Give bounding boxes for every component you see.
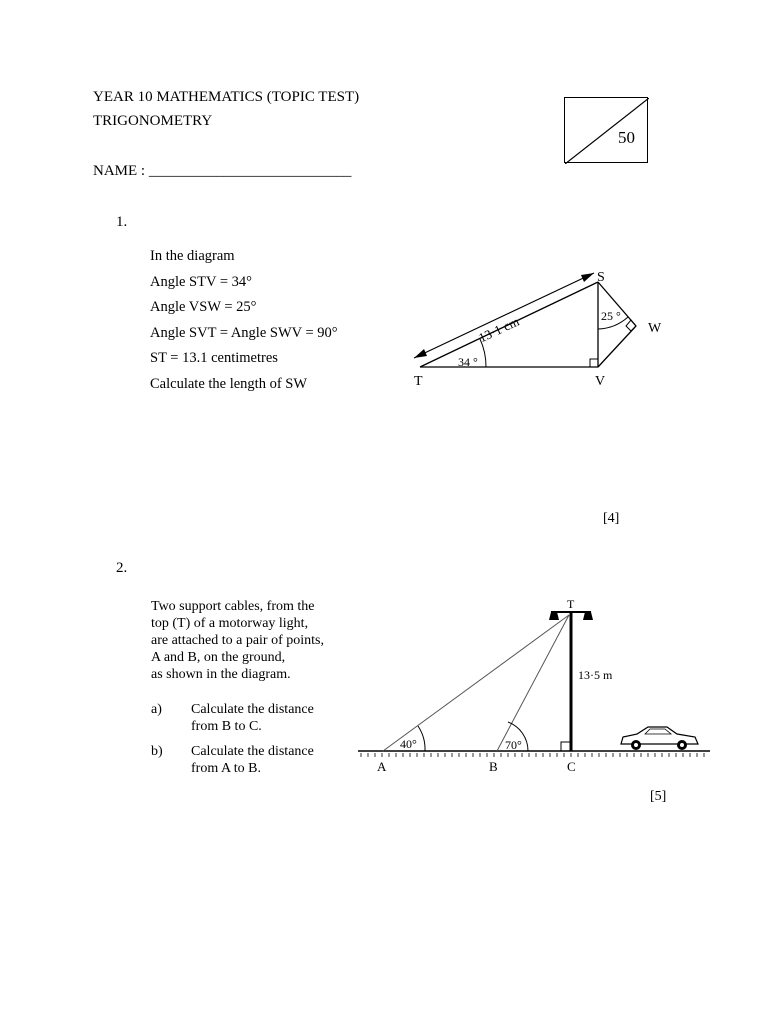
angle-label-a: 40° <box>400 737 417 751</box>
lamp-head-right <box>583 612 593 620</box>
lamp-head-left <box>549 612 559 620</box>
test-title: YEAR 10 MATHEMATICS (TOPIC TEST) <box>93 89 360 105</box>
q2-intro-line: Two support cables, from the <box>151 599 315 614</box>
test-topic: TRIGONOMETRY <box>93 113 213 129</box>
q2-part-a-line: Calculate the distance <box>191 702 314 717</box>
point-label-b: B <box>489 759 498 774</box>
question-2-part-a-label: a) <box>151 702 162 717</box>
q2-intro-line: top (T) of a motorway light, <box>151 616 309 631</box>
angle-arc-a <box>418 726 425 751</box>
vertex-label-t: T <box>414 374 423 389</box>
angle-label-b: 70° <box>505 738 522 752</box>
q1-line: ST = 13.1 centimetres <box>150 350 278 366</box>
question-2-part-b <box>191 743 314 777</box>
arrowhead-right <box>581 273 594 282</box>
vertex-label-v: V <box>595 374 606 389</box>
question-2-lamp-diagram <box>355 596 715 778</box>
cable-b <box>497 615 569 751</box>
question-2-number: 2. <box>116 560 128 576</box>
q1-line: In the diagram <box>150 248 235 264</box>
right-angle-w <box>626 320 636 331</box>
cable-a <box>383 615 569 751</box>
q2-part-a-line: from B to C. <box>191 719 262 734</box>
point-label-c: C <box>567 759 576 774</box>
question-2-part-a <box>191 701 314 735</box>
length-label-st: 13·1 cm <box>476 313 522 346</box>
angle-label-s: 25 ° <box>601 309 621 323</box>
question-2-intro <box>151 598 324 683</box>
question-1-number: 1. <box>116 214 128 230</box>
question-1-triangle-diagram <box>400 262 680 392</box>
point-label-t: T <box>567 597 575 611</box>
side-wv <box>598 326 636 367</box>
length-arrow <box>414 273 594 358</box>
q1-line: Angle SVT = Angle SWV = 90° <box>150 324 338 341</box>
q2-intro-line: A and B, on the ground, <box>151 650 286 665</box>
q2-part-b-line: Calculate the distance <box>191 744 314 759</box>
car-illustration <box>621 727 698 750</box>
question-2-part-b-label: b) <box>151 744 163 759</box>
question-1-marks: [4] <box>603 511 620 526</box>
q1-line: Calculate the length of SW <box>150 375 308 392</box>
arrowhead-left <box>414 349 427 358</box>
point-label-a: A <box>377 759 387 774</box>
right-angle-c <box>561 742 570 751</box>
question-1-text <box>150 244 338 397</box>
vertex-label-s: S <box>597 270 605 285</box>
total-marks-box <box>564 97 648 163</box>
total-marks-value: 50 <box>618 128 635 147</box>
name-field-label: NAME : ___________________________ <box>93 163 352 179</box>
q2-intro-line: as shown in the diagram. <box>151 667 291 682</box>
angle-label-t: 34 ° <box>458 355 478 369</box>
right-angle-v <box>590 359 598 367</box>
q1-line: Angle VSW = 25° <box>150 299 257 315</box>
height-label: 13·5 m <box>578 668 613 682</box>
q1-line: Angle STV = 34° <box>150 273 252 290</box>
score-box-diagonal <box>565 98 649 164</box>
q2-intro-line: are attached to a pair of points, <box>151 633 324 648</box>
vertex-label-w: W <box>648 321 662 336</box>
ground-hatching <box>361 753 704 757</box>
question-2-marks: [5] <box>650 789 667 804</box>
q2-part-b-line: from A to B. <box>191 761 262 776</box>
